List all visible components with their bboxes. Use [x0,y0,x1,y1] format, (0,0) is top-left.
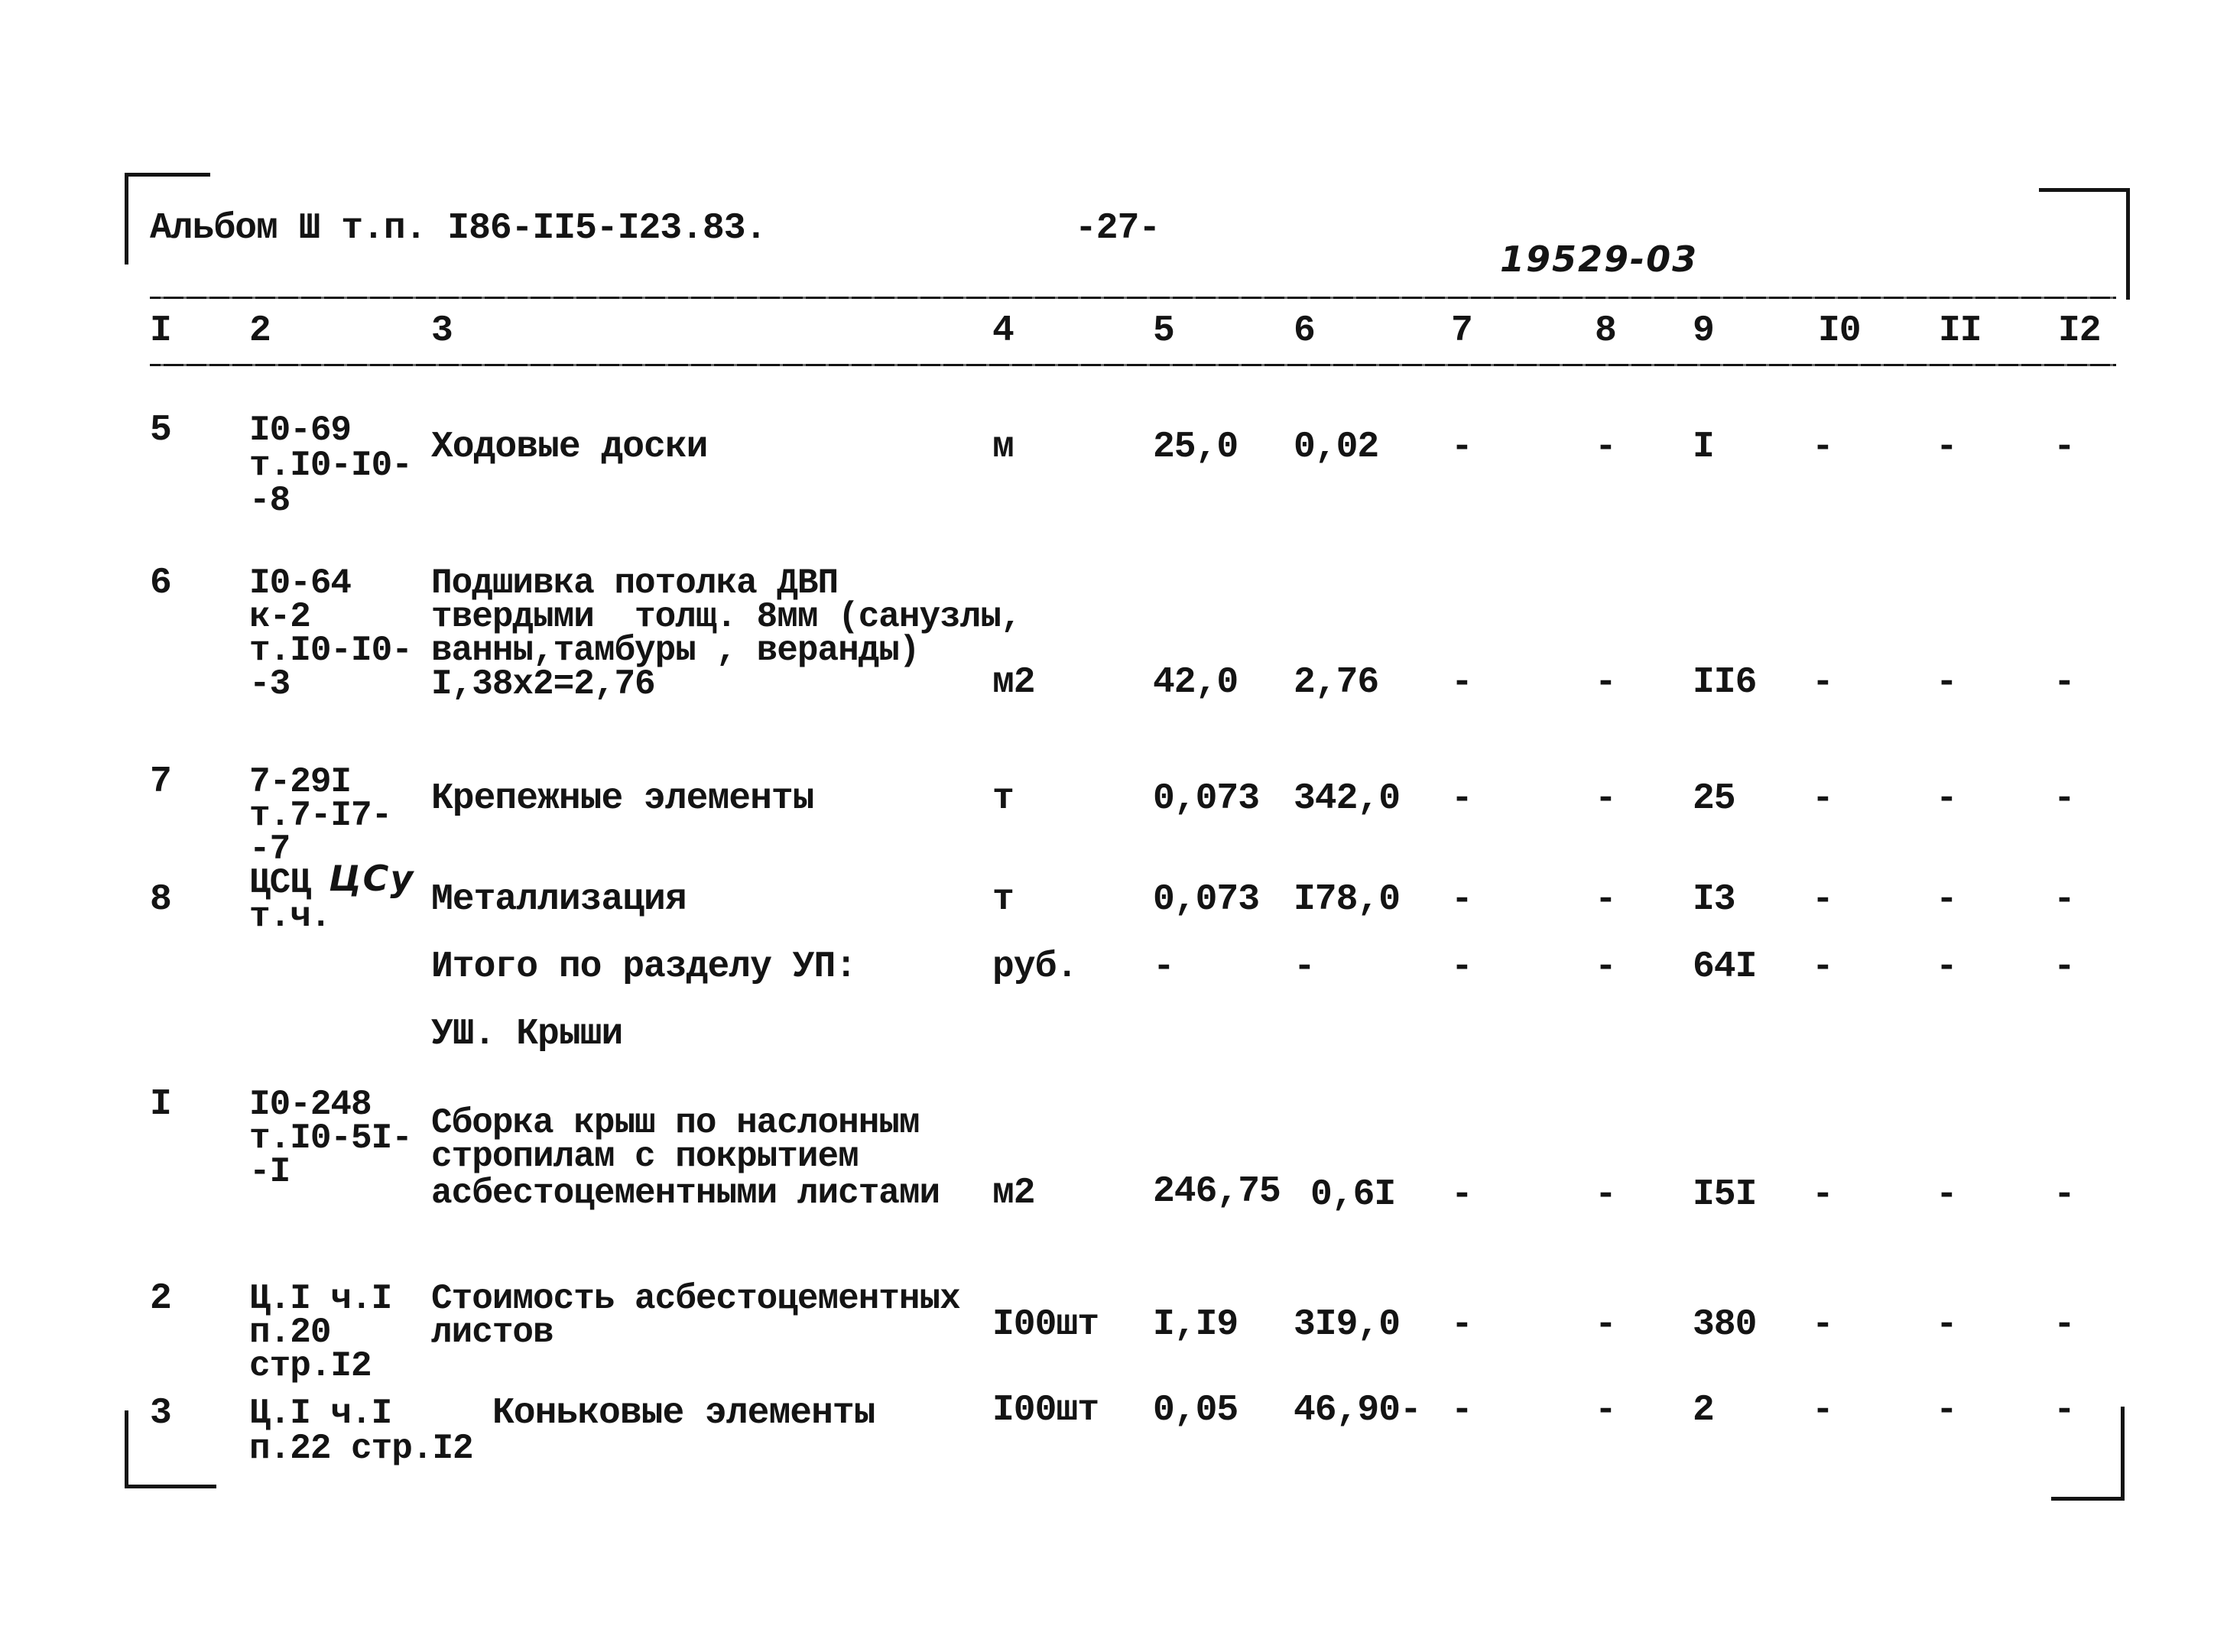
row-col12: - [2053,1390,2075,1431]
column-header: 5 [1153,310,1174,352]
subtotal-quantity: - [1153,946,1174,988]
row-price: 2,76 [1294,662,1379,703]
row-unit: т [992,879,1014,920]
row-code-handwritten: ЦСу [329,858,415,899]
subtotal-col8: - [1595,946,1616,988]
row-col11: - [1936,427,1957,468]
row-col10: - [1812,1304,1833,1345]
row-code-line: -7 [249,829,291,869]
row-col8: - [1595,879,1616,920]
row-unit: м2 [992,1173,1035,1214]
row-cost: 2 [1693,1390,1714,1431]
row-col8: - [1595,662,1616,703]
document-stamp: 19529-03 [1500,239,1699,280]
row-name-line: Стоимость асбестоцементных [431,1279,960,1319]
row-col10: - [1812,1174,1833,1215]
row-quantity: 246,75 [1153,1171,1281,1212]
row-col10: - [1812,879,1833,920]
row-name-line: Сборка крыш по наслонным [431,1103,920,1143]
row-col8: - [1595,1304,1616,1345]
row-name-line: Коньковые элементы [492,1393,875,1434]
row-cost: 380 [1693,1304,1757,1345]
row-col8: - [1595,1174,1616,1215]
corner-bottom-right-v [2121,1407,2125,1500]
row-col11: - [1936,662,1957,703]
row-col12: - [2053,427,2075,468]
subtotal-label: Итого по разделу УП: [431,946,857,988]
subtotal-cost: 64I [1693,946,1757,988]
row-quantity: 0,073 [1153,778,1260,820]
row-col10: - [1812,1390,1833,1431]
column-header: 9 [1693,310,1714,352]
row-code-line: к-2 [249,597,310,637]
corner-top-right-v [2126,188,2130,300]
row-col12: - [2053,879,2075,920]
row-number: I [150,1084,171,1125]
row-col7: - [1451,1390,1472,1431]
row-col7: - [1451,1304,1472,1345]
row-code-line: I0-64 [249,563,352,603]
row-col7: - [1451,662,1472,703]
row-col12: - [2053,778,2075,820]
row-col8: - [1595,778,1616,820]
row-name-line: Подшивка потолка ДВП [431,563,839,603]
column-header: 2 [249,310,271,352]
corner-bottom-right-h [2051,1497,2125,1501]
row-col7: - [1451,879,1472,920]
row-name-line: асбестоцементными листами [431,1173,940,1213]
subtotal-col12: - [2053,946,2075,988]
page-number: -27- [1075,208,1161,249]
row-unit: т [992,778,1014,820]
corner-top-right-h [2039,188,2129,192]
row-code-line: Ц.I ч.I [249,1279,392,1319]
row-col12: - [2053,1304,2075,1345]
row-name-line: Ходовые доски [431,427,708,468]
corner-top-left-v [125,173,128,265]
row-code-line: -3 [249,664,291,704]
row-code-line: т.7-I7- [249,796,392,836]
row-name-line: твердыми толщ. 8мм (санузлы, [431,597,1021,637]
row-col8: - [1595,1390,1616,1431]
row-col11: - [1936,1304,1957,1345]
subtotal-col10: - [1812,946,1833,988]
subtotal-col7: - [1451,946,1472,988]
section-title: УШ. Крыши [431,1014,623,1055]
subtotal-unit: руб. [992,946,1078,988]
row-code-line: -I [249,1152,291,1192]
row-code-line: т.I0-I0- [249,446,412,485]
row-price: 342,0 [1294,778,1401,820]
corner-top-left-h [125,173,210,177]
row-quantity: 0,05 [1153,1390,1238,1431]
row-number: 8 [150,879,171,920]
header-rule-top [150,297,2116,299]
row-cost: I [1693,427,1714,468]
column-header: I2 [2058,310,2101,352]
row-col11: - [1936,879,1957,920]
row-unit: I00шт [992,1390,1099,1431]
row-number: 7 [150,761,171,803]
row-price: 0,6I [1310,1174,1396,1215]
row-quantity: 0,073 [1153,879,1260,920]
row-col7: - [1451,778,1472,820]
row-name-line: листов [431,1313,554,1352]
row-unit: м2 [992,662,1035,703]
row-name-line: I,38х2=2,76 [431,664,655,704]
row-col7: - [1451,427,1472,468]
row-col11: - [1936,1390,1957,1431]
corner-bottom-left-h [125,1485,216,1488]
row-unit: I00шт [992,1304,1099,1345]
row-code-line: -8 [249,481,291,521]
column-header: 6 [1294,310,1315,352]
subtotal-col11: - [1936,946,1957,988]
row-number: 5 [150,410,171,451]
row-code-line: т.I0-I0- [249,631,412,670]
row-name-line: Металлизация [431,879,687,920]
row-cost: I5I [1693,1174,1757,1215]
row-code-line: стр.I2 [249,1346,372,1386]
row-code-line: 7-29I [249,762,352,802]
row-quantity: 42,0 [1153,662,1238,703]
column-header: I0 [1818,310,1861,352]
row-code-line: ЦСЦ [249,863,310,903]
row-code-line: т.I0-5I- [249,1118,412,1158]
row-col8: - [1595,427,1616,468]
row-code-line: п.20 [249,1313,331,1352]
row-quantity: 25,0 [1153,427,1238,468]
row-col11: - [1936,1174,1957,1215]
row-code-line: I0-69 [249,411,352,450]
corner-bottom-left-v [125,1410,128,1488]
column-header: II [1939,310,1982,352]
row-cost: I3 [1693,879,1735,920]
row-col12: - [2053,1174,2075,1215]
row-col10: - [1812,427,1833,468]
row-price: I78,0 [1294,879,1401,920]
header-rule-bottom [150,364,2116,366]
subtotal-price: - [1294,946,1315,988]
row-number: 6 [150,563,171,604]
row-code-line: Ц.I ч.I [249,1394,392,1433]
row-col11: - [1936,778,1957,820]
album-title: Альбом Ш т.п. I86-II5-I23.83. [150,208,767,249]
column-header: 8 [1595,310,1616,352]
row-cost: 25 [1693,778,1735,820]
column-header: 7 [1451,310,1472,352]
row-number: 3 [150,1393,171,1434]
row-code-line: п.22 стр.I2 [249,1429,473,1469]
row-cost: II6 [1693,662,1757,703]
column-header: 4 [992,310,1014,352]
row-price: 46,90- [1294,1390,1421,1431]
row-price: 0,02 [1294,427,1379,468]
row-price: 3I9,0 [1294,1304,1401,1345]
row-code-line: I0-248 [249,1085,372,1125]
row-name-line: Крепежные элементы [431,778,814,820]
row-col10: - [1812,778,1833,820]
row-code-line: т.ч. [249,897,331,936]
row-col12: - [2053,662,2075,703]
column-header: I [150,310,171,352]
column-header: 3 [431,310,453,352]
row-quantity: I,I9 [1153,1304,1238,1345]
row-col7: - [1451,1174,1472,1215]
row-unit: м [992,427,1014,468]
row-col10: - [1812,662,1833,703]
row-name-line: стропилам с покрытием [431,1137,859,1177]
row-number: 2 [150,1278,171,1319]
row-name-line: ванны,тамбуры , веранды) [431,631,920,670]
